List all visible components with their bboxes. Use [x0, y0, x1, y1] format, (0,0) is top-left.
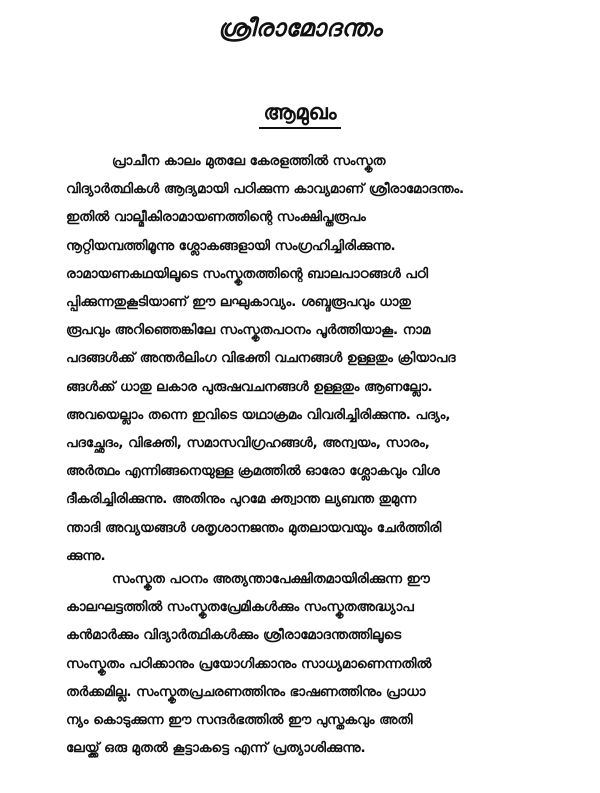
paragraph-2-line: ന്യം കൊടുക്കുന്ന ഈ സന്ദർഭത്തിൽ ഈ പുസ്തകവും അതി: [66, 713, 413, 729]
paragraph-1-line: ങ്ങൾക്ക് ധാതു ലകാര പുരുഷവചനങ്ങൾ ഉള്ളതും ആണല്ലോ.: [66, 379, 433, 395]
section-heading: ആമുഖം: [259, 101, 340, 129]
paragraph-2-line: സംസ്കൃതം പഠിക്കാനും പ്രയോഗിക്കാനും സാധ്യമാണെന്നതിൽ: [66, 656, 432, 672]
paragraph-1-line: രാമായണകഥയിലൂടെ സംസ്കൃതത്തിന്റെ ബാലപാഠങ്ങൾ പഠി: [66, 266, 429, 282]
paragraph-1-line: ന്താദി അവ്യയങ്ങൾ ശതൃശാനജന്തം മുതലായവയും ചേർത്തിരി: [66, 520, 442, 536]
paragraph-1-line: പ്പിക്കുന്നതുകൂടിയാണ് ഈ ലഘുകാവ്യം. ശബ്ദരൂപവും ധാതു: [66, 295, 411, 311]
paragraph-1: [66, 148, 594, 571]
paragraph-1-line: പ്രാചീന കാലം മുതലേ കേരളത്തിൽ സംസ്കൃത: [112, 154, 386, 169]
paragraph-1-line: നൂറ്റിയമ്പത്തിമൂന്നു ശ്ലോകങ്ങളായി സംഗ്രഹിച്ചിരിക്കുന്നു.: [66, 238, 396, 254]
paragraph-1-line: ഇതിൽ വാല്മീകിരാമായണത്തിന്റെ സംക്ഷിപ്തരൂപം: [66, 210, 366, 226]
paragraph-2-line: തർക്കമില്ല. സംസ്കൃതപ്രചരണത്തിനും ഭാഷണത്തിനും പ്രാധാ: [66, 684, 426, 700]
paragraph-1-line: പദങ്ങൾക്ക് അന്തർലിംഗ വിഭക്തി വചനങ്ങൾ ഉള്ളതും ക്രിയാപദ: [66, 351, 456, 367]
paragraph-1-line: അർത്ഥം എന്നിങ്ങനെയുള്ള ക്രമത്തിൽ ഓരോ ശ്ലോകവും വിശ: [66, 464, 440, 480]
section-heading-wrapper: [0, 100, 600, 129]
paragraph-2-line: കാലഘട്ടത്തിൽ സംസ്കൃതപ്രേമികൾക്കും സംസ്കൃതഅദ്ധ്യാപ: [66, 600, 414, 616]
paragraph-1-line: രൂപവും അറിഞ്ഞെങ്കിലേ സംസ്കൃതപഠനം പൂർത്തിയാകൂ. നാമ: [66, 323, 431, 339]
paragraph-1-line: അവയെല്ലാം തന്നെ ഇവിടെ യഥാക്രമം വിവരിച്ചിരിക്കുന്നു. പദ്യം,: [66, 407, 451, 423]
running-title: ശ്രീരാമോദന്തം: [217, 14, 383, 42]
paragraph-1-line: വിദ്യാർത്ഥികൾ ആദ്യമായി പഠിക്കുന്ന കാവ്യമാണ് ശ്രീരാമോദന്തം.: [66, 182, 465, 198]
paragraph-2-line: ലേയ്ക്ക് ഒരു മുതൽ കൂട്ടാകട്ടെ എന്ന് പ്രത്യാശിക്കുന്നു.: [66, 741, 366, 757]
paragraph-1-line: പദച്ഛേദം, വിഭക്തി, സമാസവിഗ്രഹങ്ങൾ, അന്വയം, സാരം,: [66, 436, 430, 452]
paragraph-1-line: ക്കുന്നു.: [66, 548, 106, 564]
paragraph-2-line: സംസ്കൃത പഠനം അത്യന്താപേക്ഷിതമായിരിക്കുന്ന ഈ: [112, 572, 430, 587]
paragraph-2-line: കൻമാർക്കും വിദ്യാർത്ഥികൾക്കും ശ്രീരാമോദന്തത്തിലൂടെ: [66, 628, 402, 644]
paragraph-2: [66, 566, 594, 763]
paragraph-1-line: ദീകരിച്ചിരിക്കുന്നു. അതിനും പുറമേ ക്ത്വാന്ത ല്യബന്ത തുമുന്ന: [66, 492, 417, 508]
